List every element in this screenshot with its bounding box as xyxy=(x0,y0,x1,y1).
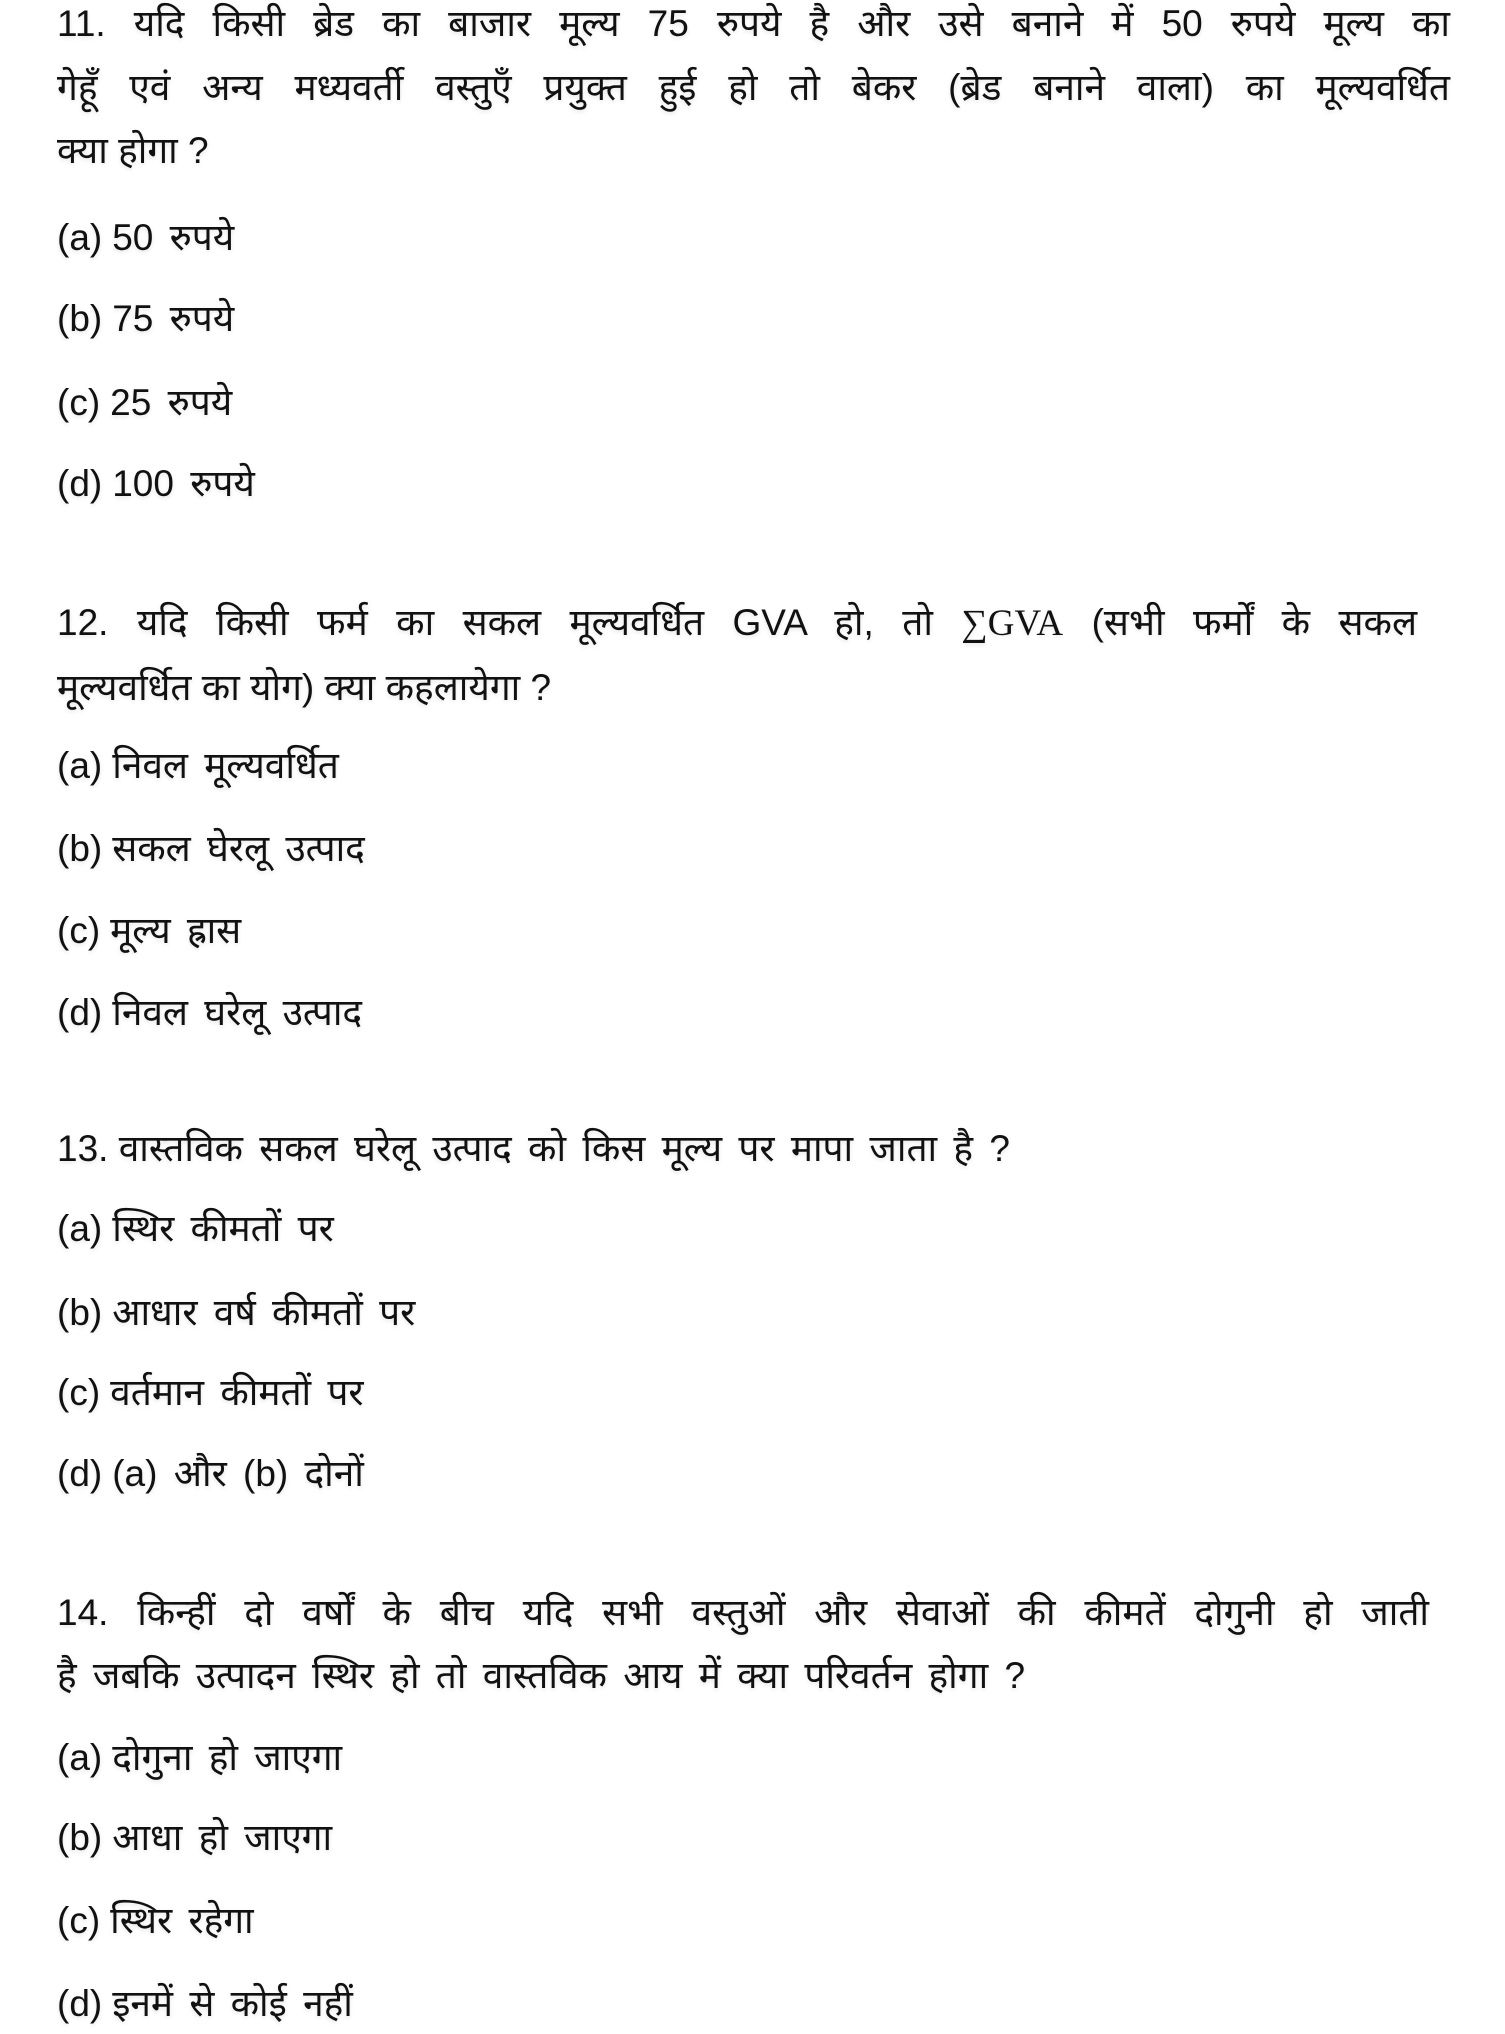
option-d[interactable] xyxy=(57,1982,353,2026)
option-label: (c) xyxy=(57,1372,101,1413)
question-text: यदि किसी फर्म का सकल मूल्यवर्धित GVA हो, तो xyxy=(136,602,933,643)
option-label: (d) xyxy=(57,1453,103,1494)
option-b[interactable] xyxy=(57,297,234,341)
option-label: (b) xyxy=(57,1817,103,1858)
option-label: (a) xyxy=(57,1737,103,1778)
option-c[interactable] xyxy=(57,1899,254,1943)
question-text: किन्हीं दो वर्षों के बीच यदि सभी वस्तुओं और सेवाओं की कीमतें दोगुनी हो जाती xyxy=(137,1592,1430,1633)
question-14-line-1 xyxy=(57,1591,1429,1635)
option-text: दोगुना हो जाएगा xyxy=(112,1737,343,1778)
question-text: वास्तविक सकल घरेलू उत्पाद को किस मूल्य पर मापा जाता है ? xyxy=(118,1128,1010,1169)
option-a[interactable] xyxy=(57,216,234,260)
question-text-tail: (सभी फर्मों के सकल xyxy=(1091,602,1418,643)
question-number: 11. xyxy=(57,3,106,44)
question-text: है जबकि उत्पादन स्थिर हो तो वास्तविक आय में क्या परिवर्तन होगा ? xyxy=(57,1655,1026,1696)
option-label: (c) xyxy=(57,910,101,951)
question-12-line-1 xyxy=(57,601,1417,645)
option-label: (b) xyxy=(57,298,103,339)
option-text: 25 रुपये xyxy=(110,382,233,423)
option-text: निवल मूल्यवर्धित xyxy=(112,745,339,786)
option-c[interactable] xyxy=(57,1371,364,1415)
option-label: (b) xyxy=(57,1292,103,1333)
option-text: स्थिर रहेगा xyxy=(110,1900,254,1941)
sigma-symbol: ∑ xyxy=(961,603,988,644)
option-label: (d) xyxy=(57,1983,103,2024)
option-text: मूल्य ह्रास xyxy=(110,910,242,951)
option-b[interactable] xyxy=(57,1291,415,1335)
option-a[interactable] xyxy=(57,1736,342,1780)
option-text: आधार वर्ष कीमतों पर xyxy=(112,1292,416,1333)
option-text: 50 रुपये xyxy=(112,217,235,258)
question-text: यदि किसी ब्रेड का बाजार मूल्य 75 रुपये है और उसे बनाने में 50 रुपये मूल्य का xyxy=(133,3,1451,44)
option-text: (a) और (b) दोनों xyxy=(112,1453,364,1494)
option-text: इनमें से कोई नहीं xyxy=(112,1983,353,2024)
option-d[interactable] xyxy=(57,1452,364,1496)
question-12-line-2: मूल्यवर्धित का योग) क्या कहलायेगा ? xyxy=(57,667,552,708)
option-text: आधा हो जाएगा xyxy=(112,1817,333,1858)
option-a[interactable] xyxy=(57,744,339,788)
option-b[interactable] xyxy=(57,827,365,871)
option-a[interactable] xyxy=(57,1207,334,1251)
option-text: वर्तमान कीमतों पर xyxy=(110,1372,364,1413)
question-11-line-2: गेहूँ एवं अन्य मध्यवर्ती वस्तुएँ प्रयुक्त हुई हो तो बेकर (ब्रेड बनाने वाला) का मूल्यवर्धित xyxy=(57,67,1450,108)
question-14-line-2 xyxy=(57,1654,1025,1698)
option-c[interactable] xyxy=(57,381,232,425)
option-text: सकल घेरलू उत्पाद xyxy=(112,828,365,869)
option-label: (a) xyxy=(57,1208,103,1249)
question-13-line-1 xyxy=(57,1127,1010,1171)
question-number: 14. xyxy=(57,1592,109,1633)
question-number: 13. xyxy=(57,1128,109,1169)
option-label: (a) xyxy=(57,745,103,786)
question-11-line-1 xyxy=(57,2,1450,46)
option-text: 100 रुपये xyxy=(112,463,255,504)
option-label: (c) xyxy=(57,382,101,423)
option-label: (a) xyxy=(57,217,103,258)
sum-term: GVA xyxy=(987,603,1064,644)
option-d[interactable] xyxy=(57,991,362,1035)
question-11-line-3: क्या होगा ? xyxy=(57,130,209,171)
option-b[interactable] xyxy=(57,1816,332,1860)
option-text: 75 रुपये xyxy=(112,298,235,339)
option-label: (d) xyxy=(57,992,103,1033)
option-label: (b) xyxy=(57,828,103,869)
option-c[interactable] xyxy=(57,909,241,953)
question-number: 12. xyxy=(57,602,109,643)
option-d[interactable] xyxy=(57,462,255,506)
option-label: (d) xyxy=(57,463,103,504)
option-label: (c) xyxy=(57,1900,101,1941)
option-text: स्थिर कीमतों पर xyxy=(112,1208,334,1249)
option-text: निवल घरेलू उत्पाद xyxy=(112,992,363,1033)
